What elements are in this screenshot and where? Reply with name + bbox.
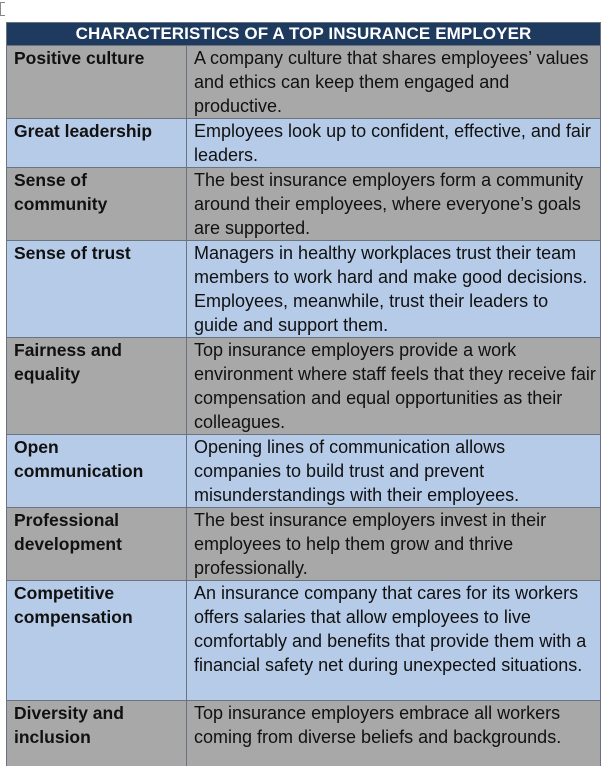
- row-description: Top insurance employers embrace all workers coming from diverse beliefs and backgrounds.: [187, 701, 601, 766]
- row-description: Opening lines of communication allows companies to build trust and prevent misunderstandings with their employees.: [187, 435, 601, 508]
- table-row: [7, 119, 601, 168]
- table-row: [7, 46, 601, 119]
- table-header-row: [7, 23, 601, 46]
- row-description: Managers in healthy workplaces trust their team members to work hard and make good decisions. Employees, meanwhile, trust their leaders to guide and support them.: [187, 241, 601, 338]
- row-label: Diversity and inclusion: [7, 701, 187, 766]
- characteristics-table: [6, 22, 601, 766]
- table-row: [7, 701, 601, 766]
- table-row: [7, 581, 601, 701]
- row-description: Top insurance employers provide a work environment where staff feels that they receive fair compensation and equal opportunities as their colleagues.: [187, 338, 601, 435]
- table-title: CHARACTERISTICS OF A TOP INSURANCE EMPLOYER: [7, 23, 601, 46]
- row-label: Positive culture: [7, 46, 187, 119]
- row-description: A company culture that shares employees’ values and ethics can keep them engaged and productive.: [187, 46, 601, 119]
- row-label: Great leadership: [7, 119, 187, 168]
- row-label: Competitive compensation: [7, 581, 187, 701]
- row-description: Employees look up to confident, effective, and fair leaders.: [187, 119, 601, 168]
- row-label: Fairness and equality: [7, 338, 187, 435]
- cell-corner-marker: [0, 2, 5, 16]
- table-row: [7, 338, 601, 435]
- row-description: An insurance company that cares for its workers offers salaries that allow employees to live comfortably and benefits that provide them with a financial safety net during unexpected situations.: [187, 581, 601, 701]
- table-row: [7, 168, 601, 241]
- row-label: Sense of trust: [7, 241, 187, 338]
- row-label: Sense of community: [7, 168, 187, 241]
- row-description: The best insurance employers form a community around their employees, where everyone’s goals are supported.: [187, 168, 601, 241]
- row-description: The best insurance employers invest in their employees to help them grow and thrive professionally.: [187, 508, 601, 581]
- table-row: [7, 241, 601, 338]
- table-row: [7, 435, 601, 508]
- row-label: Open communication: [7, 435, 187, 508]
- table-row: [7, 508, 601, 581]
- row-label: Professional development: [7, 508, 187, 581]
